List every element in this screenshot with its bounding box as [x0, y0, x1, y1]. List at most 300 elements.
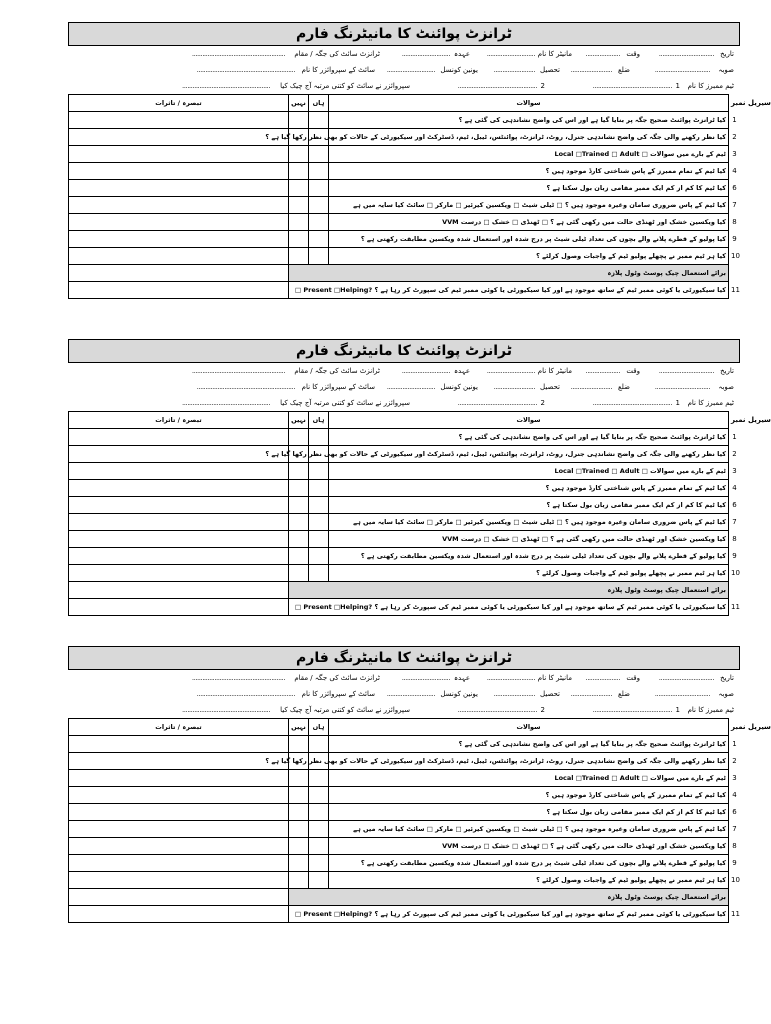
yes-cell[interactable]: [309, 197, 329, 214]
serial-number: 3: [732, 774, 737, 782]
remarks-cell[interactable]: [69, 906, 289, 923]
table-header-row: [69, 719, 741, 736]
remarks-cell[interactable]: [69, 214, 289, 231]
remarks-cell[interactable]: [69, 129, 289, 146]
header-line-1: [68, 363, 740, 379]
monitor-name-label: مانیٹر کا نام: [537, 367, 572, 375]
question-options[interactable]: VVM: [442, 842, 459, 850]
no-cell[interactable]: [289, 480, 309, 497]
remarks-cell[interactable]: [69, 770, 289, 787]
yes-cell[interactable]: [309, 531, 329, 548]
remarks-cell[interactable]: [69, 855, 289, 872]
question-text: کیا نظر رکھنے والی جگہ کی واضح نشاندہی جنرل، روٹ، ٹرانزٹ، پوائنٹس، ٹیبل، ٹیم، ڈسٹرکٹ اور سیکیورٹی کے حالات کو بھی نظر رکھا گیا ہے ؟: [329, 753, 729, 770]
table-row: [69, 163, 741, 180]
no-cell[interactable]: [289, 248, 309, 265]
designation-field[interactable]: ............................: [401, 674, 450, 682]
yes-cell[interactable]: [309, 214, 329, 231]
time-field[interactable]: ....................: [585, 674, 620, 682]
yes-cell[interactable]: [309, 736, 329, 753]
yes-cell[interactable]: [309, 804, 329, 821]
remarks-cell[interactable]: [69, 163, 289, 180]
district-field[interactable]: ........................: [570, 383, 612, 391]
yes-cell[interactable]: [309, 463, 329, 480]
remarks-cell[interactable]: [69, 565, 289, 582]
designation-field[interactable]: ............................: [401, 50, 450, 58]
form-title: ٹرانزٹ پوائنٹ کا مانیٹرنگ فارم: [68, 22, 740, 46]
checkpost-blank: [69, 889, 289, 906]
no-cell[interactable]: [289, 787, 309, 804]
yes-header: ہاں: [309, 95, 329, 112]
serial-number: 10: [731, 569, 740, 577]
yes-cell[interactable]: [309, 855, 329, 872]
time-label: وقت: [626, 367, 640, 375]
table-row: [69, 214, 741, 231]
checked-times-label: سپروائزر نے سائٹ کو کتنی مرتبہ آج چیک کیا: [280, 399, 410, 407]
province-field[interactable]: ................................: [654, 383, 710, 391]
table-row: [69, 429, 741, 446]
checkpost-label: برائے استعمال چیک پوسٹ وٹول پلازہ: [289, 582, 729, 599]
table-row: [69, 129, 741, 146]
tehsil-field[interactable]: ........................: [493, 66, 535, 74]
no-cell[interactable]: [289, 872, 309, 889]
table-header-row: [69, 412, 741, 429]
site-supervisor-field[interactable]: .........................................................: [196, 66, 295, 74]
question-text: کیا ویکسین خشک اور ٹھنڈی حالت میں رکھی گئی ہے ؟ □ ٹھنڈی □ خشک □ درست VVM: [329, 531, 729, 548]
question-text: کیا ٹرانزٹ پوائنٹ صحیح جگہ پر بنایا گیا ہے اور اس کی واضح نشاندہی کی گئی ہے ؟: [329, 112, 729, 129]
yes-cell[interactable]: [309, 146, 329, 163]
header-line-3: [68, 78, 740, 94]
designation-label: عہدہ: [453, 674, 470, 682]
date-label: تاریخ: [720, 50, 734, 58]
question-text: کیا ٹرانزٹ پوائنٹ صحیح جگہ پر بنایا گیا ہے اور اس کی واضح نشاندہی کی گئی ہے ؟: [329, 429, 729, 446]
team-member-1-label: 1: [675, 399, 680, 407]
checked-times-label: سپروائزر نے سائٹ کو کتنی مرتبہ آج چیک کیا: [280, 82, 410, 90]
team-member-2-label: 2: [540, 82, 545, 90]
remarks-cell[interactable]: [69, 446, 289, 463]
question-text: کیا ویکسین خشک اور ٹھنڈی حالت میں رکھی گئی ہے ؟ □ ٹھنڈی □ خشک □ درست VVM: [329, 214, 729, 231]
site-supervisor-label: سائٹ کے سپروائزر کا نام: [301, 690, 375, 698]
no-cell[interactable]: [289, 855, 309, 872]
remarks-cell[interactable]: [69, 248, 289, 265]
no-cell[interactable]: [289, 197, 309, 214]
table-row: [69, 872, 741, 889]
province-field[interactable]: ................................: [654, 66, 710, 74]
question-options[interactable]: □ Present □Helping?: [294, 910, 373, 918]
no-cell[interactable]: [289, 565, 309, 582]
remarks-cell[interactable]: [69, 531, 289, 548]
remarks-cell[interactable]: [69, 753, 289, 770]
serial-number: 6: [732, 184, 737, 192]
team-member-1-label: 1: [675, 82, 680, 90]
question-text: کیا ہر ٹیم ممبر نے پچھلے پولیو ٹیم کے واجبات وصول کرلئے ؟: [329, 248, 729, 265]
union-council-label: یونین کونسل: [440, 690, 478, 698]
question-options[interactable]: Local □Trained □ Adult □: [554, 774, 648, 782]
table-row: [69, 180, 741, 197]
transit-site-field[interactable]: ......................................................: [191, 367, 285, 375]
yes-cell[interactable]: [309, 163, 329, 180]
remarks-cell[interactable]: [69, 146, 289, 163]
table-row: [69, 112, 741, 129]
union-council-label: یونین کونسل: [440, 383, 478, 391]
union-council-field[interactable]: ............................: [386, 66, 435, 74]
yes-cell[interactable]: [309, 838, 329, 855]
tehsil-label: تحصیل: [540, 383, 560, 391]
remarks-header: تبصرہ / تاثرات: [69, 95, 289, 112]
yes-cell[interactable]: [309, 497, 329, 514]
question-text: ٹیم کے بارے میں سوالات Local □Trained □ Adult □: [329, 146, 729, 163]
yes-header: ہاں: [309, 719, 329, 736]
checkpost-label: برائے استعمال چیک پوسٹ وٹول پلازہ: [289, 265, 729, 282]
table-row: [69, 197, 741, 214]
team-member-1-field[interactable]: ..............................................: [592, 82, 672, 90]
no-cell[interactable]: [289, 770, 309, 787]
remarks-cell[interactable]: [69, 514, 289, 531]
team-member-2-label: 2: [540, 706, 545, 714]
question-text: کیا نظر رکھنے والی جگہ کی واضح نشاندہی جنرل، روٹ، ٹرانزٹ، پوائنٹس، ٹیبل، ٹیم، ڈسٹرکٹ اور سیکیورٹی کے حالات کو بھی نظر رکھا گیا ہے ؟: [329, 129, 729, 146]
date-field[interactable]: ................................: [658, 367, 714, 375]
monitor-name-label: مانیٹر کا نام: [537, 50, 572, 58]
checkpost-blank: [69, 582, 289, 599]
checked-times-field[interactable]: ...................................................: [182, 82, 270, 90]
no-cell[interactable]: [289, 429, 309, 446]
date-label: تاریخ: [720, 367, 734, 375]
questions-header: سوالات: [329, 719, 729, 736]
team-member-1-field[interactable]: ..............................................: [592, 706, 672, 714]
transit-site-label: ٹرانزٹ سائٹ کی جگہ / مقام: [294, 367, 380, 375]
questions-header: سوالات: [329, 412, 729, 429]
table-row: [69, 146, 741, 163]
district-label: ضلع: [618, 383, 630, 391]
checkpost-serial-blank: [729, 582, 741, 599]
question-options[interactable]: VVM: [442, 218, 459, 226]
remarks-cell[interactable]: [69, 736, 289, 753]
monitor-name-field[interactable]: ............................: [486, 674, 535, 682]
serial-number: 1: [732, 740, 737, 748]
serial-number: 10: [731, 252, 740, 260]
header-line-3: [68, 395, 740, 411]
site-supervisor-label: سائٹ کے سپروائزر کا نام: [301, 66, 375, 74]
header-line-2: [68, 379, 740, 395]
question-text: کیا ہر ٹیم ممبر نے پچھلے پولیو ٹیم کے واجبات وصول کرلئے ؟: [329, 565, 729, 582]
team-member-2-field[interactable]: ..............................................: [457, 82, 537, 90]
table-row: [69, 248, 741, 265]
no-cell[interactable]: [289, 531, 309, 548]
monitoring-form: [68, 22, 771, 299]
question-text: کیا ہر ٹیم ممبر نے پچھلے پولیو ٹیم کے واجبات وصول کرلئے ؟: [329, 872, 729, 889]
province-label: صوبہ: [718, 383, 734, 391]
site-supervisor-field[interactable]: .........................................................: [196, 383, 295, 391]
monitor-name-field[interactable]: ............................: [486, 367, 535, 375]
union-council-label: یونین کونسل: [440, 66, 478, 74]
remarks-cell[interactable]: [69, 180, 289, 197]
yes-cell[interactable]: [309, 565, 329, 582]
serial-number: 10: [731, 876, 740, 884]
serial-number: 3: [732, 467, 737, 475]
yes-header: ہاں: [309, 412, 329, 429]
table-row: [69, 565, 741, 582]
serial-number: 1: [732, 116, 737, 124]
serial-number: 2: [732, 133, 737, 141]
question-text: کیا ٹیم کا کم از کم ایک ممبر مقامی زبان بول سکتا ہے ؟: [329, 180, 729, 197]
no-cell[interactable]: [289, 463, 309, 480]
header-line-2: [68, 62, 740, 78]
no-cell[interactable]: [289, 838, 309, 855]
serial-number: 9: [732, 552, 737, 560]
designation-label: عہدہ: [453, 367, 470, 375]
union-council-field[interactable]: ............................: [386, 690, 435, 698]
no-cell[interactable]: [289, 497, 309, 514]
no-cell[interactable]: [289, 214, 309, 231]
district-label: ضلع: [618, 690, 630, 698]
checkpost-section-row: [69, 265, 741, 282]
serial-number: 4: [732, 484, 737, 492]
date-field[interactable]: ................................: [658, 674, 714, 682]
serial-number: 1: [732, 433, 737, 441]
checkpost-section-row: [69, 889, 741, 906]
header-line-1: [68, 46, 740, 62]
table-row: [69, 497, 741, 514]
no-cell[interactable]: [289, 112, 309, 129]
remarks-cell[interactable]: [69, 429, 289, 446]
checkpost-blank: [69, 265, 289, 282]
yes-cell[interactable]: [309, 180, 329, 197]
yes-cell[interactable]: [309, 787, 329, 804]
checked-times-label: سپروائزر نے سائٹ کو کتنی مرتبہ آج چیک کیا: [280, 706, 410, 714]
question-options[interactable]: VVM: [442, 535, 459, 543]
question-text: کیا سیکیورٹی یا کوئی ممبر ٹیم کے ساتھ موجود ہے اور کیا سیکیورٹی یا کوئی ممبر ٹیم کی سپورٹ کر رہا ہے ؟ □ Present □Helping?: [289, 906, 729, 923]
serial-number: 9: [732, 859, 737, 867]
remarks-cell[interactable]: [69, 787, 289, 804]
table-row: [69, 838, 741, 855]
site-supervisor-label: سائٹ کے سپروائزر کا نام: [301, 383, 375, 391]
question-options[interactable]: □ Present □Helping?: [294, 286, 373, 294]
table-row: [69, 463, 741, 480]
remarks-cell[interactable]: [69, 821, 289, 838]
remarks-cell[interactable]: [69, 548, 289, 565]
checkpost-serial-blank: [729, 889, 741, 906]
no-cell[interactable]: [289, 821, 309, 838]
transit-site-field[interactable]: ......................................................: [191, 674, 285, 682]
transit-site-field[interactable]: ......................................................: [191, 50, 285, 58]
transit-site-label: ٹرانزٹ سائٹ کی جگہ / مقام: [294, 674, 380, 682]
checked-times-field[interactable]: ...................................................: [182, 399, 270, 407]
table-row: [69, 548, 741, 565]
question-text: کیا نظر رکھنے والی جگہ کی واضح نشاندہی جنرل، روٹ، ٹرانزٹ، پوائنٹس، ٹیبل، ٹیم، ڈسٹرکٹ اور سیکیورٹی کے حالات کو بھی نظر رکھا گیا ہے ؟: [329, 446, 729, 463]
serial-number: 2: [732, 450, 737, 458]
remarks-cell[interactable]: [69, 599, 289, 616]
question-text: کیا پولیو کے قطرے پلانے والے بچوں کی تعداد ٹیلی شیٹ پر درج شدہ اور استعمال شدہ ویکسین مطابقت رکھتی ہے ؟: [329, 231, 729, 248]
remarks-cell[interactable]: [69, 497, 289, 514]
remarks-cell[interactable]: [69, 872, 289, 889]
table-row: [69, 787, 741, 804]
table-row: [69, 446, 741, 463]
remarks-cell[interactable]: [69, 804, 289, 821]
question-text: کیا ٹیم کے تمام ممبرز کے پاس شناختی کارڈ موجود ہیں ؟: [329, 163, 729, 180]
serial-number: 7: [732, 825, 737, 833]
question-text: کیا سیکیورٹی یا کوئی ممبر ٹیم کے ساتھ موجود ہے اور کیا سیکیورٹی یا کوئی ممبر ٹیم کی سپورٹ کر رہا ہے ؟ □ Present □Helping?: [289, 282, 729, 299]
tehsil-field[interactable]: ........................: [493, 690, 535, 698]
remarks-cell[interactable]: [69, 231, 289, 248]
yes-cell[interactable]: [309, 514, 329, 531]
yes-cell[interactable]: [309, 231, 329, 248]
district-field[interactable]: ........................: [570, 690, 612, 698]
question-options[interactable]: Local □Trained □ Adult □: [554, 150, 648, 158]
serial-number: 4: [732, 167, 737, 175]
question-text: کیا پولیو کے قطرے پلانے والے بچوں کی تعداد ٹیلی شیٹ پر درج شدہ اور استعمال شدہ ویکسین مطابقت رکھتی ہے ؟: [329, 855, 729, 872]
serial-number: 3: [732, 150, 737, 158]
question-options[interactable]: □ Present □Helping?: [294, 603, 373, 611]
team-member-2-field[interactable]: ..............................................: [457, 706, 537, 714]
district-field[interactable]: ........................: [570, 66, 612, 74]
serial-number: 11: [731, 603, 740, 611]
remarks-cell[interactable]: [69, 480, 289, 497]
no-cell[interactable]: [289, 146, 309, 163]
no-cell[interactable]: [289, 736, 309, 753]
yes-cell[interactable]: [309, 770, 329, 787]
table-row: [69, 804, 741, 821]
district-label: ضلع: [618, 66, 630, 74]
date-field[interactable]: ................................: [658, 50, 714, 58]
no-cell[interactable]: [289, 548, 309, 565]
checkpost-label: برائے استعمال چیک پوسٹ وٹول پلازہ: [289, 889, 729, 906]
team-member-2-field[interactable]: ..............................................: [457, 399, 537, 407]
table-row: [69, 821, 741, 838]
question-text: ٹیم کے بارے میں سوالات Local □Trained □ Adult □: [329, 770, 729, 787]
table-row: [69, 770, 741, 787]
remarks-header: تبصرہ / تاثرات: [69, 719, 289, 736]
question-text: کیا ویکسین خشک اور ٹھنڈی حالت میں رکھی گئی ہے ؟ □ ٹھنڈی □ خشک □ درست VVM: [329, 838, 729, 855]
table-row: [69, 753, 741, 770]
transit-site-label: ٹرانزٹ سائٹ کی جگہ / مقام: [294, 50, 380, 58]
yes-cell[interactable]: [309, 548, 329, 565]
remarks-cell[interactable]: [69, 197, 289, 214]
designation-label: عہدہ: [453, 50, 470, 58]
team-members-label: ٹیم ممبرز کا نام: [687, 82, 734, 90]
monitor-name-field[interactable]: ............................: [486, 50, 535, 58]
no-header: نہیں: [289, 95, 309, 112]
question-text: ٹیم کے بارے میں سوالات Local □Trained □ Adult □: [329, 463, 729, 480]
remarks-cell[interactable]: [69, 282, 289, 299]
serial-number: 8: [732, 842, 737, 850]
yes-cell[interactable]: [309, 872, 329, 889]
no-cell[interactable]: [289, 180, 309, 197]
serial-header: سیریل نمبر: [731, 722, 771, 731]
question-text: کیا ٹیم کے پاس ضروری سامان وغیرہ موجود ہیں ؟ □ ٹیلی شیٹ □ ویکسین کیرئیر □ مارکر □ سائٹ کیا سایہ میں ہے: [329, 514, 729, 531]
serial-number: 2: [732, 757, 737, 765]
form-title: ٹرانزٹ پوائنٹ کا مانیٹرنگ فارم: [68, 339, 740, 363]
header-line-3: [68, 702, 740, 718]
site-supervisor-field[interactable]: .........................................................: [196, 690, 295, 698]
form-title: ٹرانزٹ پوائنٹ کا مانیٹرنگ فارم: [68, 646, 740, 670]
team-members-label: ٹیم ممبرز کا نام: [687, 399, 734, 407]
serial-number: 9: [732, 235, 737, 243]
serial-number: 8: [732, 218, 737, 226]
team-members-label: ٹیم ممبرز کا نام: [687, 706, 734, 714]
table-row: [69, 906, 741, 923]
table-row: [69, 514, 741, 531]
question-text: کیا ٹیم کے تمام ممبرز کے پاس شناختی کارڈ موجود ہیں ؟: [329, 480, 729, 497]
no-cell[interactable]: [289, 514, 309, 531]
team-member-2-label: 2: [540, 399, 545, 407]
union-council-field[interactable]: ............................: [386, 383, 435, 391]
questions-header: سوالات: [329, 95, 729, 112]
date-label: تاریخ: [720, 674, 734, 682]
designation-field[interactable]: ............................: [401, 367, 450, 375]
yes-cell[interactable]: [309, 429, 329, 446]
serial-number: 11: [731, 910, 740, 918]
table-row: [69, 736, 741, 753]
question-text: کیا سیکیورٹی یا کوئی ممبر ٹیم کے ساتھ موجود ہے اور کیا سیکیورٹی یا کوئی ممبر ٹیم کی سپورٹ کر رہا ہے ؟ □ Present □Helping?: [289, 599, 729, 616]
team-member-1-label: 1: [675, 706, 680, 714]
no-cell[interactable]: [289, 804, 309, 821]
yes-cell[interactable]: [309, 480, 329, 497]
no-cell[interactable]: [289, 231, 309, 248]
team-member-1-field[interactable]: ..............................................: [592, 399, 672, 407]
table-row: [69, 480, 741, 497]
question-text: کیا ٹرانزٹ پوائنٹ صحیح جگہ پر بنایا گیا ہے اور اس کی واضح نشاندہی کی گئی ہے ؟: [329, 736, 729, 753]
question-text: کیا پولیو کے قطرے پلانے والے بچوں کی تعداد ٹیلی شیٹ پر درج شدہ اور استعمال شدہ ویکسین مطابقت رکھتی ہے ؟: [329, 548, 729, 565]
monitoring-form: [68, 339, 771, 616]
yes-cell[interactable]: [309, 248, 329, 265]
monitor-name-label: مانیٹر کا نام: [537, 674, 572, 682]
remarks-cell[interactable]: [69, 463, 289, 480]
remarks-cell[interactable]: [69, 112, 289, 129]
serial-number: 6: [732, 808, 737, 816]
question-text: کیا ٹیم کا کم از کم ایک ممبر مقامی زبان بول سکتا ہے ؟: [329, 497, 729, 514]
questions-table: [68, 411, 771, 616]
question-text: کیا ٹیم کے تمام ممبرز کے پاس شناختی کارڈ موجود ہیں ؟: [329, 787, 729, 804]
questions-table: [68, 94, 771, 299]
serial-number: 8: [732, 535, 737, 543]
tehsil-label: تحصیل: [540, 690, 560, 698]
yes-cell[interactable]: [309, 112, 329, 129]
province-field[interactable]: ................................: [654, 690, 710, 698]
remarks-cell[interactable]: [69, 838, 289, 855]
serial-header: سیریل نمبر: [731, 415, 771, 424]
header-line-2: [68, 686, 740, 702]
tehsil-label: تحصیل: [540, 66, 560, 74]
question-text: کیا ٹیم کے پاس ضروری سامان وغیرہ موجود ہیں ؟ □ ٹیلی شیٹ □ ویکسین کیرئیر □ مارکر □ سائٹ کیا سایہ میں ہے: [329, 821, 729, 838]
table-row: [69, 531, 741, 548]
yes-cell[interactable]: [309, 821, 329, 838]
time-label: وقت: [626, 50, 640, 58]
serial-number: 7: [732, 518, 737, 526]
monitoring-form: [68, 646, 771, 923]
table-row: [69, 231, 741, 248]
serial-number: 6: [732, 501, 737, 509]
checkpost-serial-blank: [729, 265, 741, 282]
no-header: نہیں: [289, 719, 309, 736]
time-label: وقت: [626, 674, 640, 682]
time-field[interactable]: ....................: [585, 50, 620, 58]
no-header: نہیں: [289, 412, 309, 429]
tehsil-field[interactable]: ........................: [493, 383, 535, 391]
questions-table: [68, 718, 771, 923]
province-label: صوبہ: [718, 66, 734, 74]
header-line-1: [68, 670, 740, 686]
serial-header: سیریل نمبر: [731, 98, 771, 107]
time-field[interactable]: ....................: [585, 367, 620, 375]
serial-number: 7: [732, 201, 737, 209]
question-text: کیا ٹیم کے پاس ضروری سامان وغیرہ موجود ہیں ؟ □ ٹیلی شیٹ □ ویکسین کیرئیر □ مارکر □ سائٹ کیا سایہ میں ہے: [329, 197, 729, 214]
checked-times-field[interactable]: ...................................................: [182, 706, 270, 714]
no-cell[interactable]: [289, 163, 309, 180]
table-row: [69, 282, 741, 299]
question-text: کیا ٹیم کا کم از کم ایک ممبر مقامی زبان بول سکتا ہے ؟: [329, 804, 729, 821]
question-options[interactable]: Local □Trained □ Adult □: [554, 467, 648, 475]
checkpost-section-row: [69, 582, 741, 599]
serial-number: 11: [731, 286, 740, 294]
